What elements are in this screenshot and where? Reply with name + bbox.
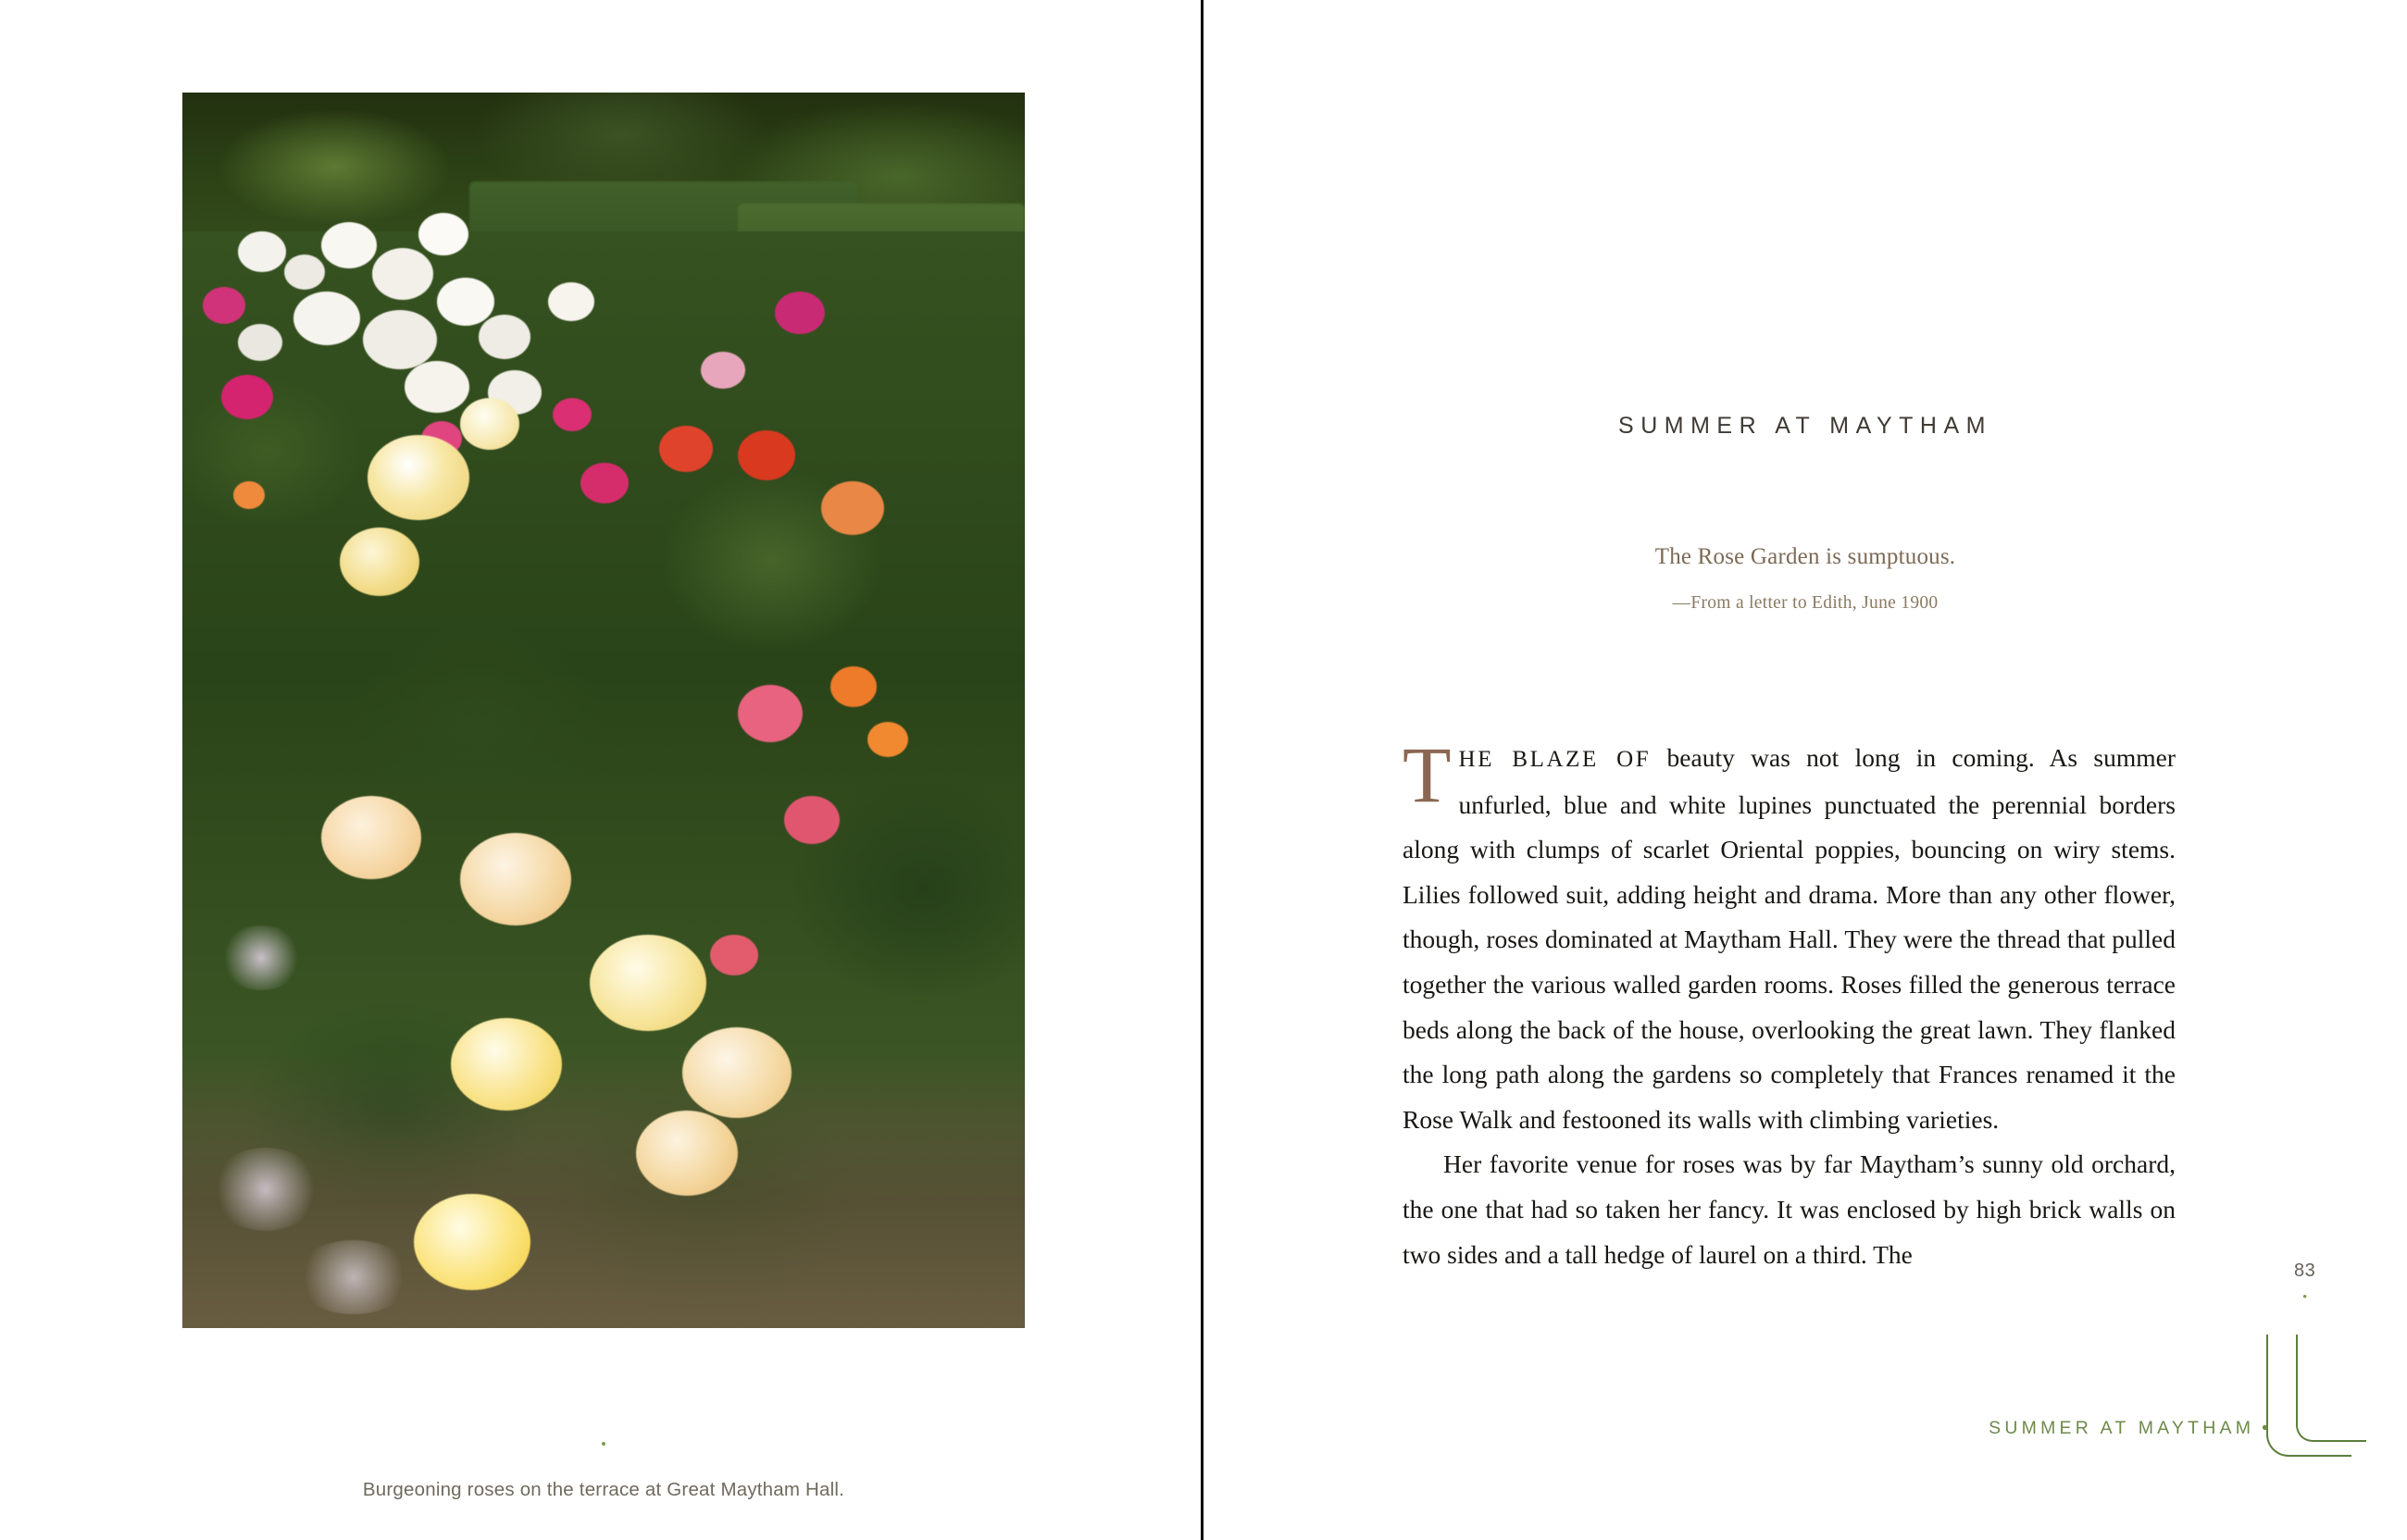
right-page (1204, 0, 2407, 1540)
bloom-apricot (682, 1027, 792, 1118)
bloom-magenta (580, 463, 629, 503)
bloom-white (437, 278, 494, 326)
epigraph-source: —From a letter to Edith, June 1900 (1672, 593, 1939, 613)
bloom-white (363, 310, 437, 369)
bloom-lavender (210, 1148, 321, 1231)
bloom-red (738, 430, 795, 480)
bloom-pink (701, 352, 745, 389)
bloom-pink (784, 796, 840, 844)
bloom-pink (710, 935, 758, 975)
bloom-magenta (553, 398, 592, 431)
bloom-white (548, 282, 594, 321)
bloom-magenta (221, 375, 273, 419)
bloom-orange (867, 722, 908, 757)
epigraph-quote: The Rose Garden is sumptuous. (1654, 544, 1956, 569)
bloom-white (238, 231, 286, 272)
bloom-yellow (590, 935, 706, 1031)
bloom-yellow (414, 1194, 530, 1290)
photo-figure (182, 93, 1025, 1500)
bloom-pink (738, 685, 803, 742)
opening-small-caps: HE BLAZE OF (1458, 747, 1652, 772)
bloom-white (238, 324, 282, 361)
body-paragraph-1-text: beauty was not long in coming. As summer unfurled, blue and white lupines punctuated the perennial borders along with clumps of scarlet Oriental poppies, bouncing on wiry stems. Lilies followed suit, adding height and drama. More than any other flower, though, roses dominated at Maytham Hall. They were the thread that pulled together the various walled garden rooms. Roses filled the generous terrace beds along the back of the house, overlooking the great lawn. They flanked the long path along the gardens so completely that Frances renamed it the Rose Walk and festooned its walls with climbing varieties. (1403, 743, 2176, 1134)
drop-cap: T (1403, 730, 1452, 819)
body-text-column (1403, 730, 2176, 1277)
bloom-yellow (340, 528, 419, 596)
page-number-ornament: • (2302, 1290, 2308, 1305)
bloom-red (659, 426, 713, 472)
bloom-apricot (321, 796, 421, 879)
bloom-white (372, 248, 433, 300)
caption-ornament: • (601, 1435, 606, 1453)
bloom-lavender (219, 925, 303, 990)
bloom-yellow (460, 398, 519, 450)
bloom-white (479, 315, 530, 359)
bloom-apricot (636, 1111, 738, 1196)
bloom-yellow (368, 435, 469, 520)
bloom-lavender (293, 1240, 414, 1314)
rose-garden-photo (182, 93, 1025, 1328)
bloom-white (293, 292, 360, 345)
running-footer-label: SUMMER AT MAYTHAM (1989, 1418, 2255, 1438)
figure-caption: Burgeoning roses on the terrace at Great Maytham Hall. (362, 1479, 845, 1500)
bloom-yellow (451, 1018, 562, 1111)
bloom-orange (830, 666, 877, 707)
bloom-white (284, 255, 325, 290)
bloom-orange (821, 481, 884, 535)
bloom-orange (233, 481, 265, 509)
bloom-white (418, 213, 468, 255)
bloom-apricot (460, 833, 571, 925)
bloom-magenta (775, 292, 825, 334)
corner-rule-inner (2296, 1335, 2366, 1442)
bloom-white (405, 361, 469, 413)
running-footer (1989, 1418, 2268, 1439)
bloom-white (321, 222, 377, 268)
body-paragraph-1 (1403, 730, 2176, 1142)
chapter-title: SUMMER AT MAYTHAM (1618, 413, 1992, 439)
running-footer-separator: • (2262, 1418, 2268, 1438)
page-number: 83 (2294, 1261, 2316, 1281)
bloom-magenta (203, 287, 245, 324)
body-paragraph-2: Her favorite venue for roses was by far Maytham’s sunny old orchard, the one that had so taken her fancy. It was enclosed by high brick walls on two sides and a tall hedge of laurel on a third. The (1403, 1149, 2176, 1269)
